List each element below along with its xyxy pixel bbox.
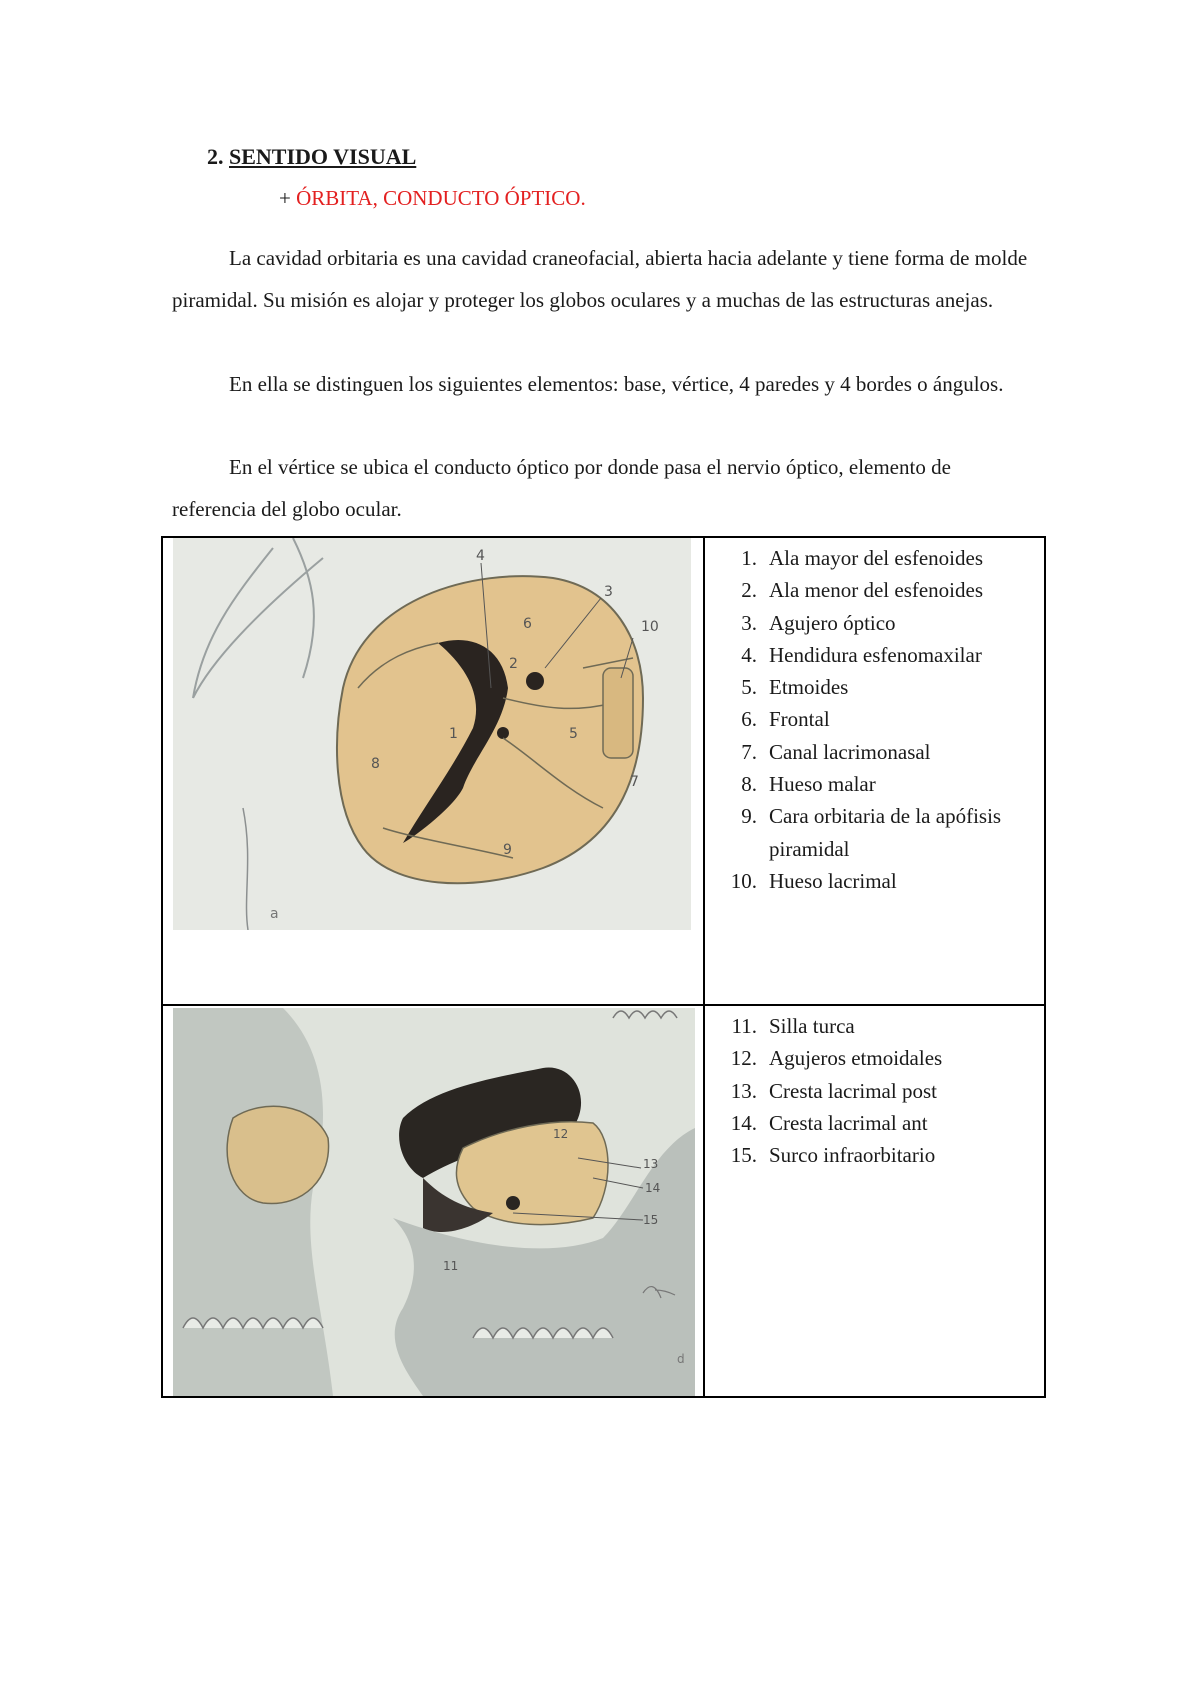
figure-label: 8	[371, 756, 380, 772]
list-item: 4. Hendidura esfenomaxilar	[741, 642, 982, 667]
section-title: SENTIDO VISUAL	[229, 144, 417, 169]
figure-corner-letter: a	[270, 906, 279, 922]
list-item: 12. Agujeros etmoidales	[730, 1046, 943, 1071]
figure-label: 3	[604, 584, 613, 600]
figure-label: 14	[645, 1181, 661, 1195]
subsection-bullet: +	[279, 186, 291, 210]
list-item: 7. Canal lacrimonasal	[741, 739, 931, 764]
legend-list	[705, 1006, 1044, 1171]
figure-label: 12	[553, 1127, 569, 1141]
paragraph: En ella se distinguen los siguientes elementos: base, vértice, 4 paredes y 4 bordes o ángulos.	[229, 372, 1004, 396]
list-item: 13. Cresta lacrimal post	[730, 1078, 937, 1103]
list-item: 5. Etmoides	[741, 675, 849, 700]
subsection-title: ÓRBITA, CONDUCTO ÓPTICO.	[296, 186, 586, 210]
list-item: 9. Cara orbitaria de la apófisis piramidal	[741, 804, 1002, 861]
orbit-frontal-illustration	[173, 538, 691, 930]
figure-label: 6	[523, 616, 532, 632]
figure-label: 9	[503, 842, 512, 858]
figure-label: 4	[476, 548, 485, 564]
figure-cell	[162, 537, 704, 1005]
figure-label: 10	[641, 619, 659, 635]
figure-label: 13	[643, 1157, 659, 1171]
list-item: 3. Agujero óptico	[741, 610, 896, 635]
section-number: 2.	[207, 144, 224, 169]
list-item: 15. Surco infraorbitario	[730, 1143, 936, 1168]
figure-label: 5	[569, 726, 578, 742]
list-item: 6. Frontal	[741, 707, 830, 732]
figure-cell	[162, 1005, 704, 1397]
list-item: 2. Ala menor del esfenoides	[741, 578, 984, 603]
paragraph: La cavidad orbitaria es una cavidad craneofacial, abierta hacia adelante y tiene forma de molde piramidal. Su misión es alojar y proteger los globos oculares y a muchas de las estructuras anejas.	[172, 246, 1028, 312]
figure-label: 11	[443, 1259, 459, 1273]
list-item: 11. Silla turca	[731, 1014, 855, 1038]
list-item: 8. Hueso malar	[741, 772, 876, 797]
legend-list	[705, 538, 1044, 897]
section-heading	[207, 144, 416, 170]
figure-label: 2	[509, 656, 518, 672]
list-item: 1. Ala mayor del esfenoides	[741, 546, 984, 570]
figure-corner-letter: d	[677, 1352, 685, 1366]
figure-label: 15	[643, 1213, 659, 1227]
orbit-lateral-illustration	[173, 1008, 695, 1396]
subsection-heading	[279, 186, 586, 211]
list-item: 14. Cresta lacrimal ant	[730, 1110, 928, 1135]
paragraph: En el vértice se ubica el conducto óptico por donde pasa el nervio óptico, elemento de referencia del globo ocular.	[172, 455, 951, 521]
legend-cell	[704, 537, 1045, 1005]
list-item: 10. Hueso lacrimal	[730, 868, 897, 893]
figure-label: 1	[449, 726, 458, 742]
figure-table	[161, 536, 1046, 1398]
figure-label: 7	[630, 774, 639, 790]
legend-cell	[704, 1005, 1045, 1397]
